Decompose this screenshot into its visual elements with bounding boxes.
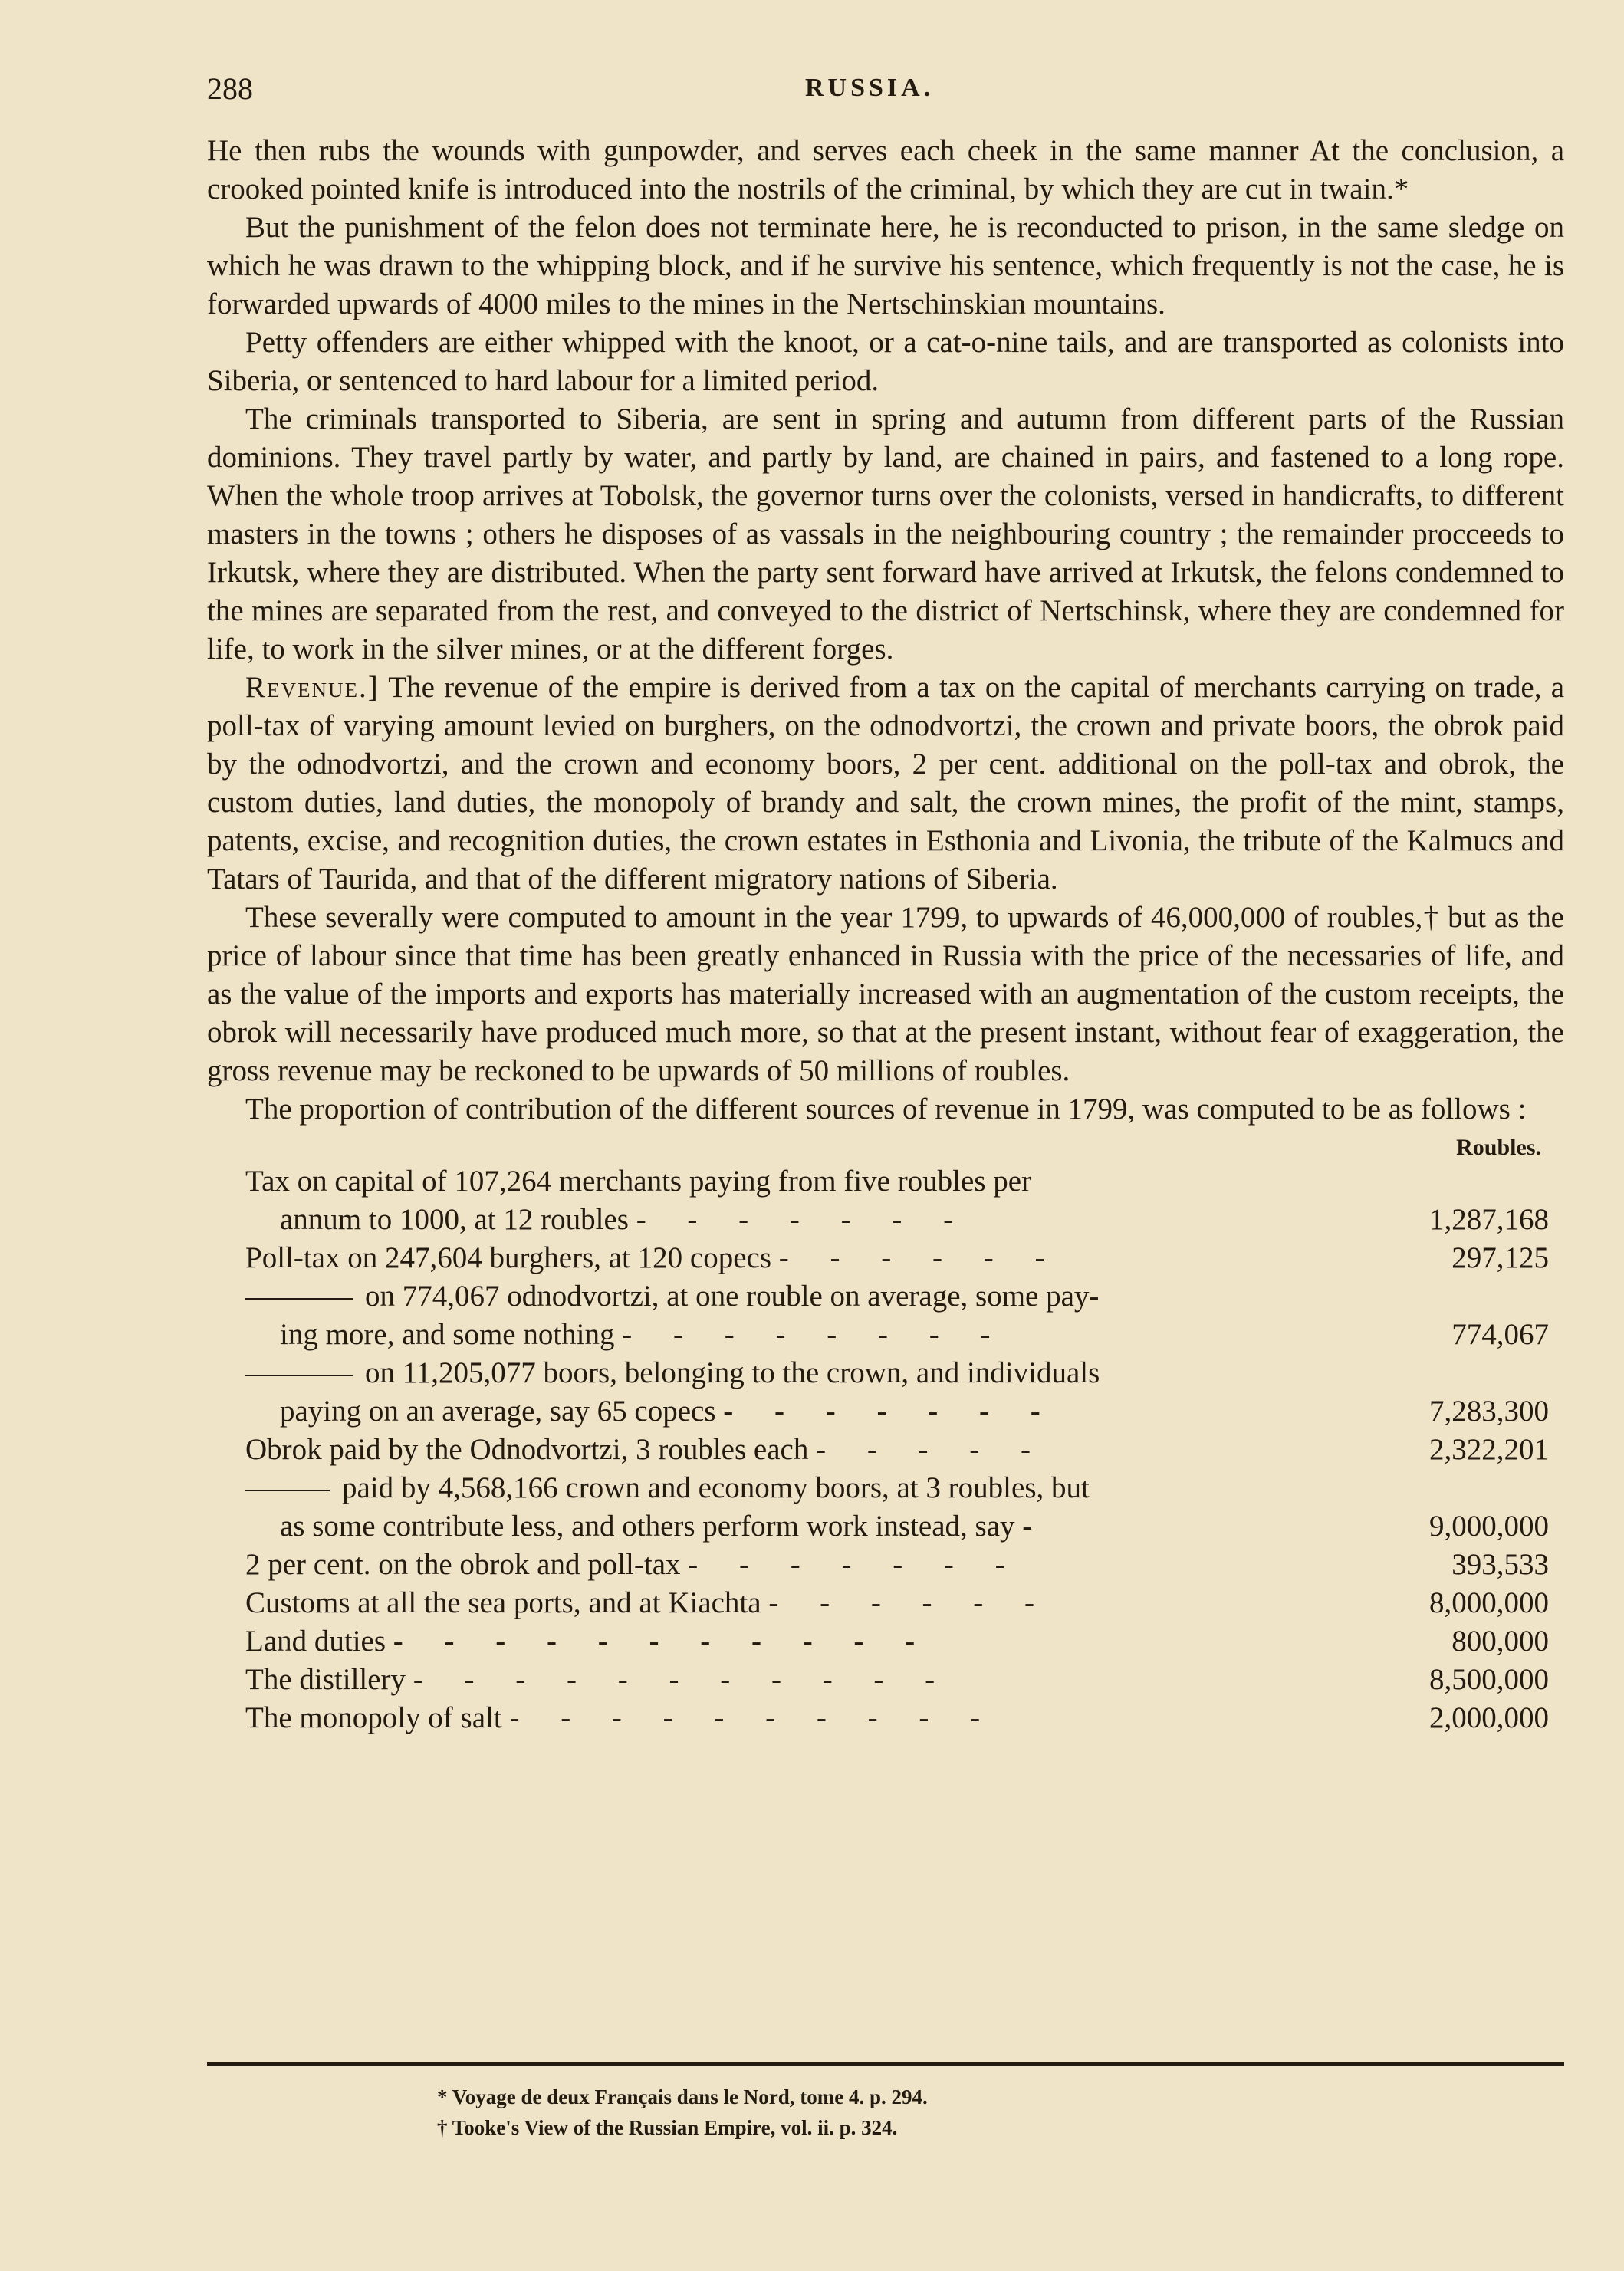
amount-cell: 2,000,000 xyxy=(1429,1701,1549,1734)
amount-cell: 9,000,000 xyxy=(1429,1510,1549,1543)
roubles-column-header: Roubles. xyxy=(1456,1135,1541,1160)
paragraph-revenue xyxy=(207,669,1564,899)
page-body xyxy=(207,132,1564,1737)
table-row: on 11,205,077 boors, belonging to the crown, and individuals xyxy=(207,1354,1564,1392)
amount-cell: 8,500,000 xyxy=(1429,1663,1549,1696)
footnote-tooke: † Tooke's View of the Russian Empire, vol. ii. p. 324. xyxy=(437,2116,898,2139)
revenue-text: The revenue of the empire is derived from a tax on the capital of merchants carrying on trade, a poll-tax of varying amount levied on burghers, on the odnodvortzi, the crown and private boors, the obrok paid by the odnodvortzi, and the crown and economy boors, 2 per cent. additional on the poll-tax and obrok, the custom duties, land duties, the monopoly of brandy and salt, the crown mines, the profit of the mint, stamps, patents, excise, and recognition duties, the crown estates in Esthonia and Livonia, the tribute of the Kalmucs and Tatars of Taurida, and that of the different migratory nations of Siberia. xyxy=(207,671,1565,896)
footnote-voyage: * Voyage de deux Français dans le Nord, tome 4. p. 294. xyxy=(437,2085,928,2108)
paragraph-proportion: The proportion of contribution of the different sources of revenue in 1799, was computed to be as follows : xyxy=(245,1093,1527,1126)
table-row: as some contribute less, and others perform work instead, say - 9,000,000 xyxy=(207,1507,1564,1546)
table-row: paying on an average, say 65 copecs - - - - - - - 7,283,300 xyxy=(207,1392,1564,1431)
revenue-table xyxy=(207,1162,1564,1737)
footnotes xyxy=(437,2082,928,2143)
page-header xyxy=(207,71,1564,117)
ditto-dash xyxy=(245,1298,353,1300)
table-row: Customs at all the sea ports, and at Kiachta - - - - - - 8,000,000 xyxy=(207,1584,1564,1622)
amount-cell: 774,067 xyxy=(1451,1318,1549,1351)
table-row: 2 per cent. on the obrok and poll-tax - - - - - - - 393,533 xyxy=(207,1546,1564,1584)
amount-cell: 2,322,201 xyxy=(1429,1433,1549,1466)
paragraph-wounds: He then rubs the wounds with gunpowder, and serves each cheek in the same manner At the conclusion, a crooked pointed knife is introduced into the nostrils of the criminal, by which they are cut in twain.* xyxy=(207,134,1564,205)
table-row: The distillery - - - - - - - - - - - 8,500,000 xyxy=(207,1661,1564,1699)
running-head: RUSSIA. xyxy=(805,74,935,102)
ditto-dash xyxy=(245,1375,353,1376)
amount-cell: 800,000 xyxy=(1451,1625,1549,1658)
table-row: Land duties - - - - - - - - - - - 800,000 xyxy=(207,1622,1564,1661)
table-row: Obrok paid by the Odnodvortzi, 3 roubles each - - - - - 2,322,201 xyxy=(207,1431,1564,1469)
table-row: on 774,067 odnodvortzi, at one rouble on average, some pay- xyxy=(207,1277,1564,1316)
paragraph-punishment: But the punishment of the felon does not terminate here, he is reconducted to prison, in the same sledge on which he was drawn to the whipping block, and if he survive his sentence, which frequently is not the case, he is forwarded upwards of 4000 miles to the mines in the Nertschinskian mountains. xyxy=(207,211,1564,320)
revenue-heading: Revenue.] xyxy=(245,671,380,704)
amount-cell: 393,533 xyxy=(1451,1548,1549,1581)
ditto-dash xyxy=(245,1490,330,1491)
amount-cell: 297,125 xyxy=(1451,1241,1549,1274)
table-row: Poll-tax on 247,604 burghers, at 120 copecs - - - - - - 297,125 xyxy=(207,1239,1564,1277)
amount-cell: 1,287,168 xyxy=(1429,1203,1549,1236)
table-row: The monopoly of salt - - - - - - - - - - 2,000,000 xyxy=(207,1699,1564,1737)
amount-cell: 7,283,300 xyxy=(1429,1395,1549,1428)
footnote-divider xyxy=(207,2062,1564,2066)
table-row: paid by 4,568,166 crown and economy boors, at 3 roubles, but xyxy=(207,1469,1564,1507)
page-number: 288 xyxy=(207,71,253,106)
paragraph-petty-offenders: Petty offenders are either whipped with the knoot, or a cat-o-nine tails, and are transported as colonists into Siberia, or sentenced to hard labour for a limited period. xyxy=(207,326,1564,397)
table-row: ing more, and some nothing - - - - - - - - 774,067 xyxy=(207,1316,1564,1354)
paragraph-computed: These severally were computed to amount in the year 1799, to upwards of 46,000,000 of roubles,† but as the price of labour since that time has been greatly enhanced in Russia with the price of the necessaries of life, and as the value of the imports and exports has materially increased with an augmentation of the custom receipts, the obrok will necessarily have produced much more, so that at the present instant, without fear of exaggeration, the gross revenue may be reckoned to be upwards of 50 millions of roubles. xyxy=(207,901,1564,1087)
table-row: Tax on capital of 107,264 merchants paying from five roubles per xyxy=(245,1165,1032,1198)
table-row: annum to 1000, at 12 roubles - - - - - - - 1,287,168 xyxy=(207,1201,1564,1239)
amount-cell: 8,000,000 xyxy=(1429,1586,1549,1619)
paragraph-criminals-transported: The criminals transported to Siberia, are sent in spring and autumn from different parts of the Russian dominions. They travel partly by water, and partly by land, are chained in pairs, and fastened to a long rope. When the whole troop arrives at Tobolsk, the governor turns over the colonists, versed in handicrafts, to different masters in the towns ; others he disposes of as vassals in the neighbouring country ; the remainder procceeds to Irkutsk, where they are distributed. When the party sent forward have arrived at Irkutsk, the felons condemned to the mines are separated from the rest, and conveyed to the district of Nertschinsk, where they are condemned for life, to work in the silver mines, or at the different forges. xyxy=(207,403,1564,666)
